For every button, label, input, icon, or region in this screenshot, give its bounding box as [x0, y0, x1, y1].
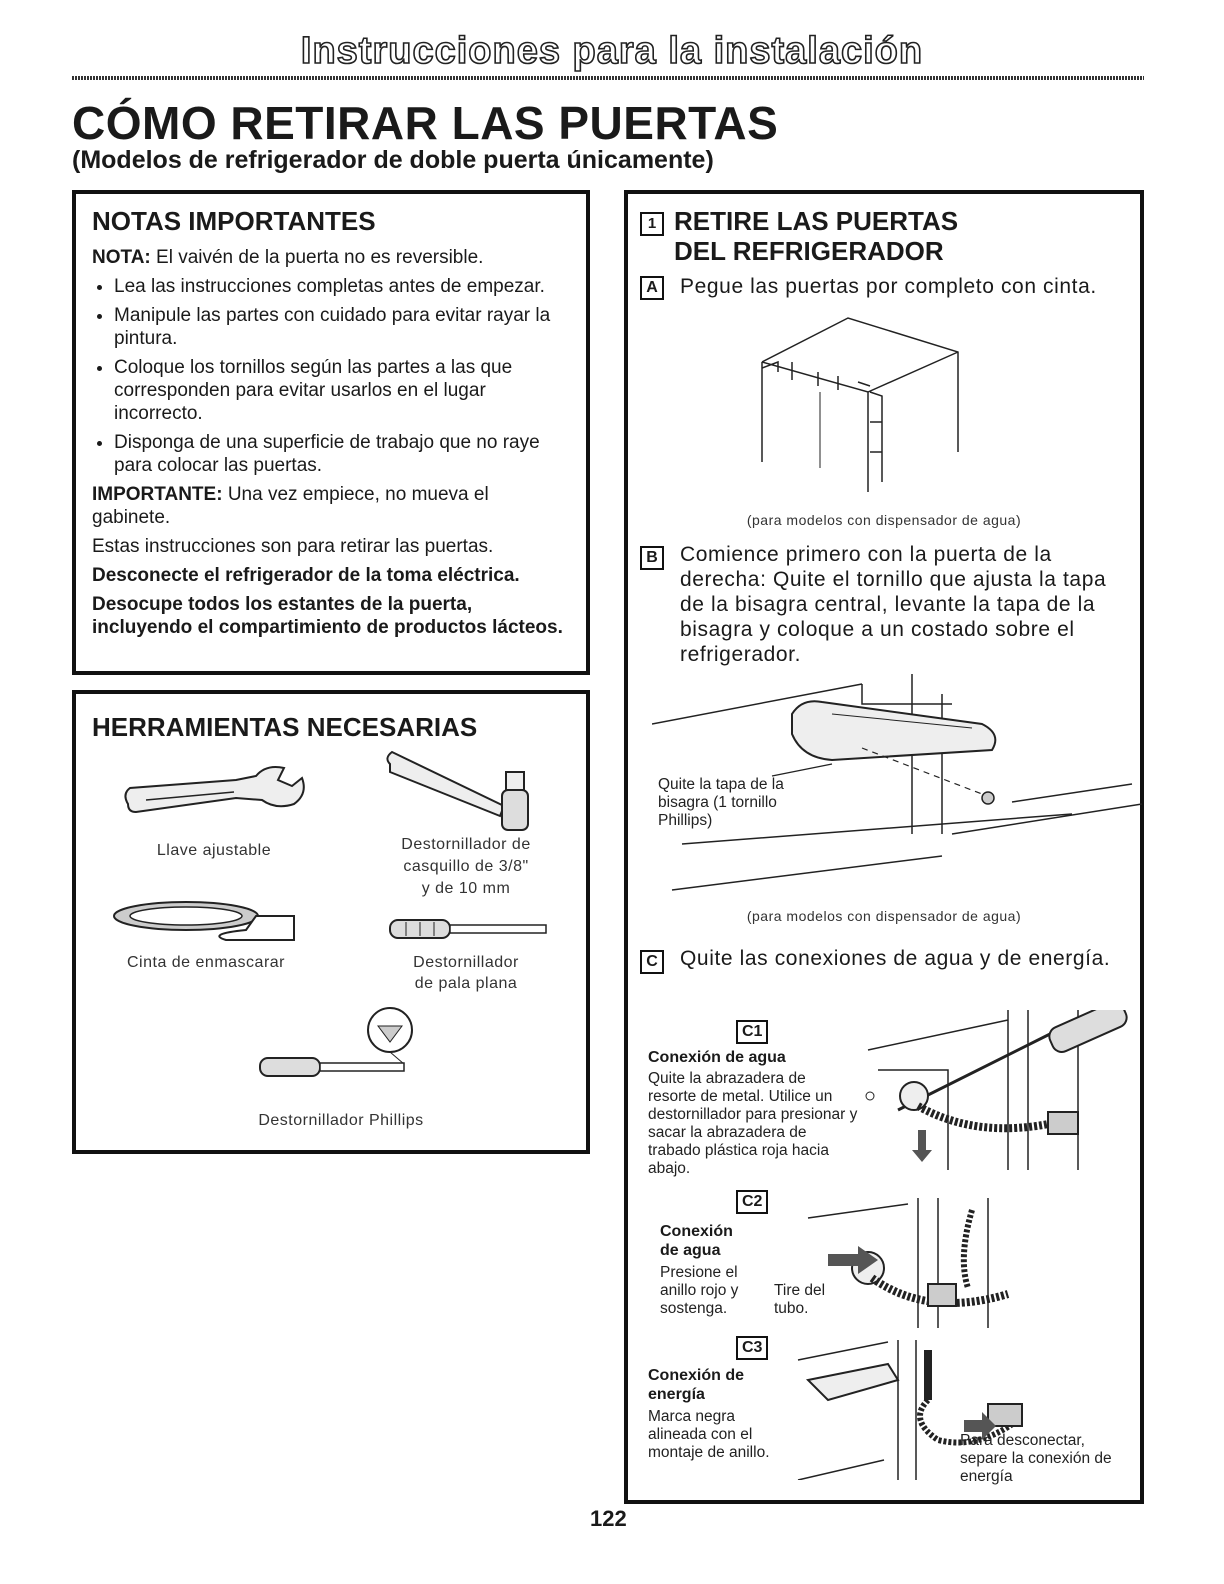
list-item: • Manipule las partes con cuidado para evitar rayar la pintura. — [114, 304, 570, 350]
importante-label: IMPORTANTE: — [92, 484, 223, 505]
c2-tag-label: C2 — [736, 1190, 768, 1214]
c1-tag — [736, 1020, 768, 1044]
step-number-badge — [640, 212, 664, 236]
nota-text: El vaivén de la puerta no es reversible. — [156, 247, 484, 268]
step-c-text: Quite las conexiones de agua y de energía. — [680, 947, 1111, 970]
flat-label-line: Destornillador — [413, 954, 519, 971]
notes-bold-2: Desocupe todos los estantes de la puerta, incluyendo el compartimiento de productos lácteos. — [92, 594, 563, 638]
step-a-badge — [640, 276, 664, 300]
phillips-screwdriver-icon — [256, 1004, 426, 1084]
wrench-label: Llave ajustable — [156, 842, 272, 859]
step-b-letter: B — [640, 546, 664, 570]
callout-line: Quite la tapa de la — [658, 776, 784, 793]
tools-box — [72, 690, 590, 1154]
c2-tag — [736, 1190, 768, 1214]
steps-heading — [674, 206, 958, 266]
notes-para: Estas instrucciones son para retirar las puertas. — [92, 536, 494, 557]
list-item: • Coloque los tornillos según las partes a las que corresponden para evitar usarlos en el lugar incorrecto. — [114, 356, 570, 425]
wrench-icon — [116, 754, 316, 834]
notes-heading: NOTAS IMPORTANTES — [92, 206, 376, 236]
page-subtitle: (Modelos de refrigerador de doble puerta únicamente) — [72, 146, 714, 174]
step-a-caption: (para modelos con dispensador de agua) — [746, 512, 1022, 528]
socket-label — [366, 834, 566, 900]
water-tube-illustration — [788, 1198, 1048, 1328]
list-item: • Disponga de una superficie de trabajo que no raye para colocar las puertas. — [114, 431, 570, 477]
notes-body — [92, 246, 570, 645]
c3-tag — [736, 1336, 768, 1360]
notes-bold-1: Desconecte el refrigerador de la toma eléctrica. — [92, 565, 520, 586]
tape-icon — [106, 894, 306, 954]
page-title: CÓMO RETIRAR LAS PUERTAS — [72, 97, 779, 149]
step-number: 1 — [640, 212, 664, 236]
list-item: • Lea las instrucciones completas antes de empezar. — [114, 275, 570, 298]
c2-title-line: Conexión — [660, 1223, 733, 1240]
c1-text: Quite la abrazadera de resorte de metal. Utilice un destornillador para presionar y sacar la abrazadera de trabado plástica roja hacia abajo. — [648, 1070, 858, 1177]
taped-doors-illustration — [758, 312, 978, 502]
header-rule — [72, 76, 1144, 80]
nota-label: NOTA: — [92, 247, 151, 268]
c2-title — [660, 1222, 733, 1260]
callout-line: Phillips) — [658, 812, 713, 829]
tape-label: Cinta de enmascarar — [126, 954, 285, 971]
flat-screwdriver-label — [366, 952, 566, 994]
socket-label-line: casquillo de 3/8" — [403, 858, 529, 875]
step-b-badge — [640, 546, 664, 570]
flat-label-line: de pala plana — [414, 975, 518, 992]
socket-label-line: Destornillador de — [401, 836, 531, 853]
c3-title-line: Conexión de — [648, 1367, 745, 1384]
step-c-letter: C — [640, 950, 664, 974]
c3-tag-label: C3 — [736, 1336, 768, 1360]
callout-line: bisagra (1 tornillo — [658, 794, 777, 811]
step-a-text: Pegue las puertas por completo con cinta. — [680, 275, 1097, 298]
c2-text-1: Presione el anillo rojo y sostenga. — [660, 1264, 739, 1317]
steps-heading-line: RETIRE LAS PUERTAS — [674, 206, 959, 236]
power-connection-illustration — [788, 1340, 1048, 1480]
c3-title-line: energía — [648, 1386, 705, 1403]
header-title: Instrucciones para la instalación — [300, 30, 924, 72]
page-number: 122 — [590, 1506, 627, 1531]
steps-heading-line: DEL REFRIGERADOR — [674, 236, 944, 266]
socket-label-line: y de 10 mm — [421, 880, 511, 897]
tools-heading: HERRAMIENTAS NECESARIAS — [92, 712, 478, 742]
c1-title: Conexión de agua — [648, 1049, 786, 1066]
c3-title — [648, 1366, 744, 1404]
step-b-caption: (para modelos con dispensador de agua) — [746, 908, 1022, 924]
socket-driver-icon — [376, 744, 546, 844]
water-connection-illustration — [858, 1010, 1138, 1180]
step-c-badge — [640, 950, 664, 974]
step-b-callout — [658, 776, 858, 830]
c2-title-line: de agua — [660, 1242, 721, 1259]
flat-screwdriver-icon — [386, 914, 556, 944]
steps-box — [624, 190, 1144, 1504]
notes-box — [72, 190, 590, 675]
c2-text-2: Tire del tubo. — [774, 1282, 826, 1317]
c3-text-1: Marca negra alineada con el montaje de anillo. — [648, 1408, 770, 1461]
step-b-text: Comience primero con la puerta de la derecha: Quite el tornillo que ajusta la tapa de la bisagra central, levante la tapa de la bisagra y coloque a un costado sobre el refrigerador. — [680, 543, 1107, 666]
c3-text-2: Para desconectar, separe la conexión de energía — [960, 1432, 1112, 1485]
phillips-label: Destornillador Phillips — [258, 1112, 424, 1129]
step-a-letter: A — [640, 276, 664, 300]
c1-tag-label: C1 — [736, 1020, 768, 1044]
importante-text: Una vez empiece, no mueva el gabinete. — [92, 484, 489, 528]
